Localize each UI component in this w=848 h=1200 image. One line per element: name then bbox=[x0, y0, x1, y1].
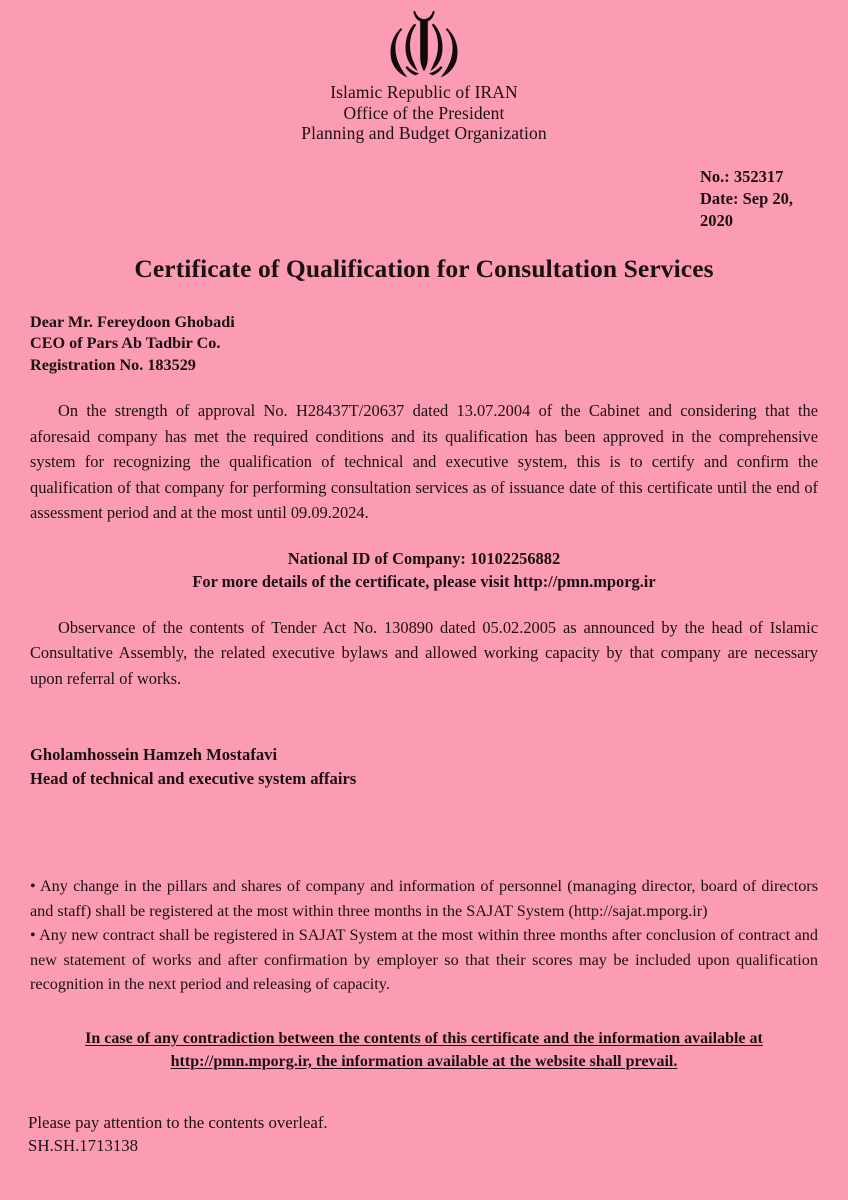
header-line-office: Office of the President bbox=[343, 102, 505, 123]
signatory-name: Gholamhossein Hamzeh Mostafavi bbox=[30, 745, 278, 764]
warning-line-2: http://pmn.mporg.ir, the information available at the website shall prevail. bbox=[170, 1052, 678, 1070]
signature-block bbox=[26, 743, 822, 790]
notes-block bbox=[26, 874, 822, 997]
note-bullet-company-changes: • Any change in the pillars and shares of company and information of personnel (managing director, board of directors and staff) shall be registered at the most within three months in the SAJAT System (http://sajat.mporg.ir) bbox=[30, 877, 818, 920]
body-paragraph-tender-act: Observance of the contents of Tender Act No. 130890 dated 05.02.2005 as announced by the head of Islamic Consultative Assembly, the related executive bylaws and allowed working capacity by that company are necessary upon referral of works. bbox=[30, 617, 818, 688]
note-bullet-new-contract: • Any new contract shall be registered in SAJAT System at the most within three months after conclusion of contract and new statement of works and after confirmation by employer so that their scores may be included upon qualification recognition in the next period and releasing of capacity. bbox=[30, 926, 818, 993]
addressee-registration: Registration No. 183529 bbox=[30, 355, 196, 374]
page-title: Certificate of Qualification for Consultation Services bbox=[134, 253, 714, 283]
footer-document-code: SH.SH.1713138 bbox=[28, 1135, 139, 1155]
header-line-organization: Planning and Budget Organization bbox=[301, 123, 547, 143]
signatory-title: Head of technical and executive system affairs bbox=[30, 768, 357, 788]
addressee-salutation: Dear Mr. Fereydoon Ghobadi bbox=[30, 312, 235, 331]
addressee-position: CEO of Pars Ab Tadbir Co. bbox=[30, 334, 221, 352]
national-id-line: National ID of Company: 10102256882 bbox=[287, 548, 561, 568]
body-paragraph-approval: On the strength of approval No. H28437T/20637 dated 13.07.2004 of the Cabinet and considering that the aforesaid company has met the required conditions and its qualification has been approved in the comprehensive system for recognizing the qualification of technical and executive system, this is to certify and confirm the qualification of that company for performing consultation services as of issuance date of this certificate until the end of assessment period and at the most until 09.09.2024. bbox=[30, 401, 818, 522]
addressee-block bbox=[26, 312, 822, 377]
reference-block bbox=[26, 166, 822, 232]
header-line-country: Islamic Republic of IRAN bbox=[330, 82, 518, 102]
footer-block bbox=[26, 1111, 822, 1157]
contradiction-warning bbox=[26, 1027, 822, 1073]
certificate-details-line: For more details of the certificate, please visit http://pmn.mporg.ir bbox=[192, 571, 656, 591]
organization-header bbox=[26, 82, 822, 144]
reference-date: Date: Sep 20, 2020 bbox=[700, 188, 794, 230]
emblem-container bbox=[26, 0, 822, 80]
emblem-of-iran-icon bbox=[381, 6, 467, 80]
footer-overleaf-note: Please pay attention to the contents overleaf. bbox=[28, 1112, 328, 1132]
national-id-block bbox=[26, 547, 822, 593]
warning-line-1: In case of any contradiction between the contents of this certificate and the information available at bbox=[85, 1029, 763, 1047]
reference-number: No.: 352317 bbox=[700, 166, 784, 186]
